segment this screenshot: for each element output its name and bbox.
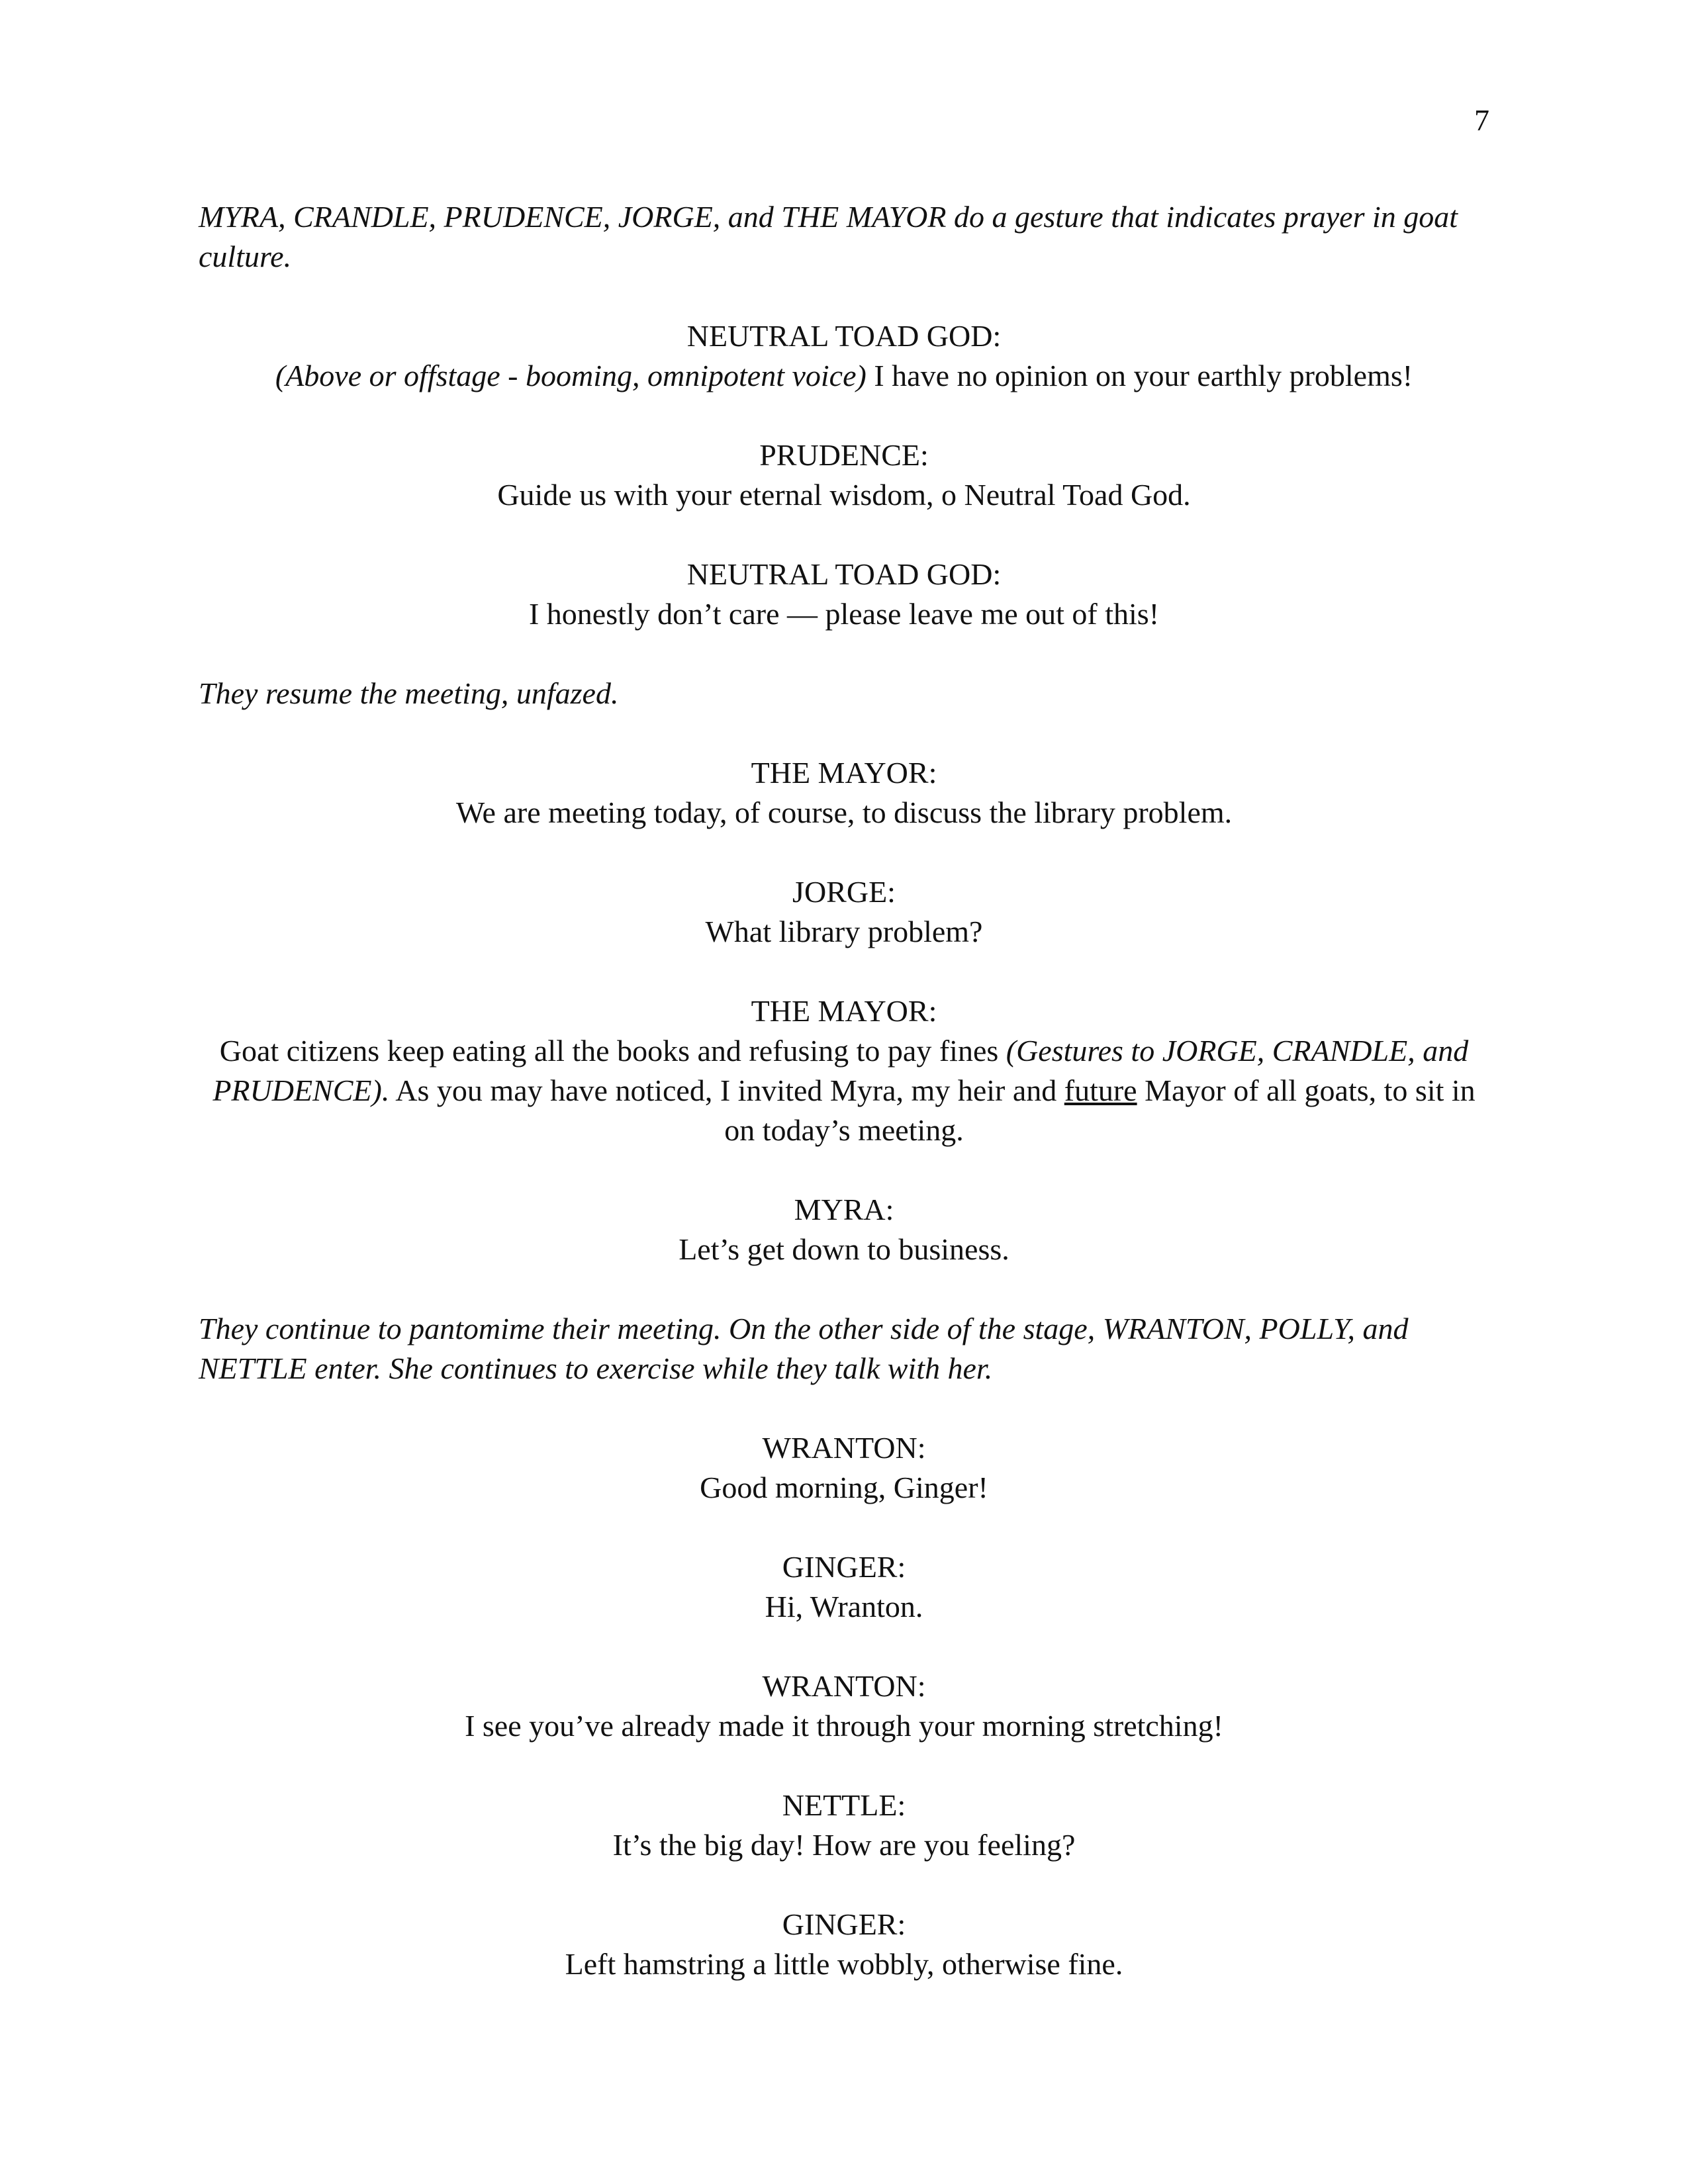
- dialogue-line: Left hamstring a little wobbly, otherwise fine.: [565, 1947, 1123, 1981]
- character-name: PRUDENCE:: [759, 438, 929, 472]
- dialogue-block: [199, 1547, 1489, 1627]
- dialogue-text: I have no opinion on your earthly problems!: [866, 359, 1413, 392]
- dialogue-block: [199, 555, 1489, 634]
- stage-direction: MYRA, CRANDLE, PRUDENCE, JORGE, and THE MAYOR do a gesture that indicates prayer in goat culture.: [199, 200, 1458, 273]
- character-name: WRANTON:: [762, 1669, 926, 1703]
- dialogue-line: I honestly don’t care — please leave me out of this!: [528, 597, 1160, 631]
- underlined-word: future: [1064, 1073, 1137, 1107]
- dialogue-block: [199, 1190, 1489, 1269]
- dialogue-line: I see you’ve already made it through your morning stretching!: [465, 1709, 1223, 1743]
- dialogue-line: Hi, Wranton.: [765, 1590, 923, 1623]
- character-name: NEUTRAL TOAD GOD:: [686, 319, 1002, 353]
- dialogue-line: Guide us with your eternal wisdom, o Neutral Toad God.: [497, 478, 1191, 512]
- page-number: 7: [1474, 103, 1489, 137]
- character-name: GINGER:: [782, 1907, 906, 1941]
- dialogue-block: [199, 1905, 1489, 1984]
- dialogue-line: [199, 356, 1489, 396]
- dialogue-line: [199, 1031, 1489, 1150]
- parenthetical: (Gestures to JORGE, CRANDLE, and PRUDENCE).: [212, 1034, 1469, 1107]
- dialogue-block: [199, 872, 1489, 952]
- dialogue-line: What library problem?: [705, 915, 983, 948]
- dialogue-line: Good morning, Ginger!: [700, 1471, 988, 1504]
- script-content: [199, 197, 1489, 2024]
- character-name: NETTLE:: [782, 1788, 906, 1822]
- dialogue-line: Let’s get down to business.: [679, 1232, 1009, 1266]
- dialogue-block: [199, 1786, 1489, 1865]
- character-name: THE MAYOR:: [751, 994, 937, 1028]
- stage-direction: They continue to pantomime their meeting. On the other side of the stage, WRANTON, POLLY, and NETTLE enter. She continues to exercise while they talk with her.: [199, 1312, 1409, 1385]
- character-name: MYRA:: [794, 1193, 894, 1226]
- character-name: WRANTON:: [762, 1431, 926, 1465]
- character-name: JORGE:: [792, 875, 896, 909]
- character-name: GINGER:: [782, 1550, 906, 1584]
- dialogue-block: [199, 1666, 1489, 1746]
- stage-direction: They resume the meeting, unfazed.: [199, 676, 619, 710]
- dialogue-block: [199, 753, 1489, 833]
- character-name: THE MAYOR:: [751, 756, 937, 790]
- dialogue-line: We are meeting today, of course, to discuss the library problem.: [455, 796, 1233, 829]
- dialogue-block: [199, 1428, 1489, 1508]
- dialogue-text: As you may have noticed, I invited Myra, my heir and: [389, 1073, 1064, 1107]
- dialogue-text: Goat citizens keep eating all the books and refusing to pay fines: [219, 1034, 1006, 1068]
- dialogue-line: It’s the big day! How are you feeling?: [612, 1828, 1076, 1862]
- dialogue-block: [199, 435, 1489, 515]
- dialogue-block: [199, 316, 1489, 396]
- dialogue-block: [199, 991, 1489, 1150]
- dialogue-text: Mayor of all goats, to sit in on today’s meeting.: [724, 1073, 1476, 1147]
- character-name: NEUTRAL TOAD GOD:: [686, 557, 1002, 591]
- parenthetical: (Above or offstage - booming, omnipotent voice): [275, 359, 867, 392]
